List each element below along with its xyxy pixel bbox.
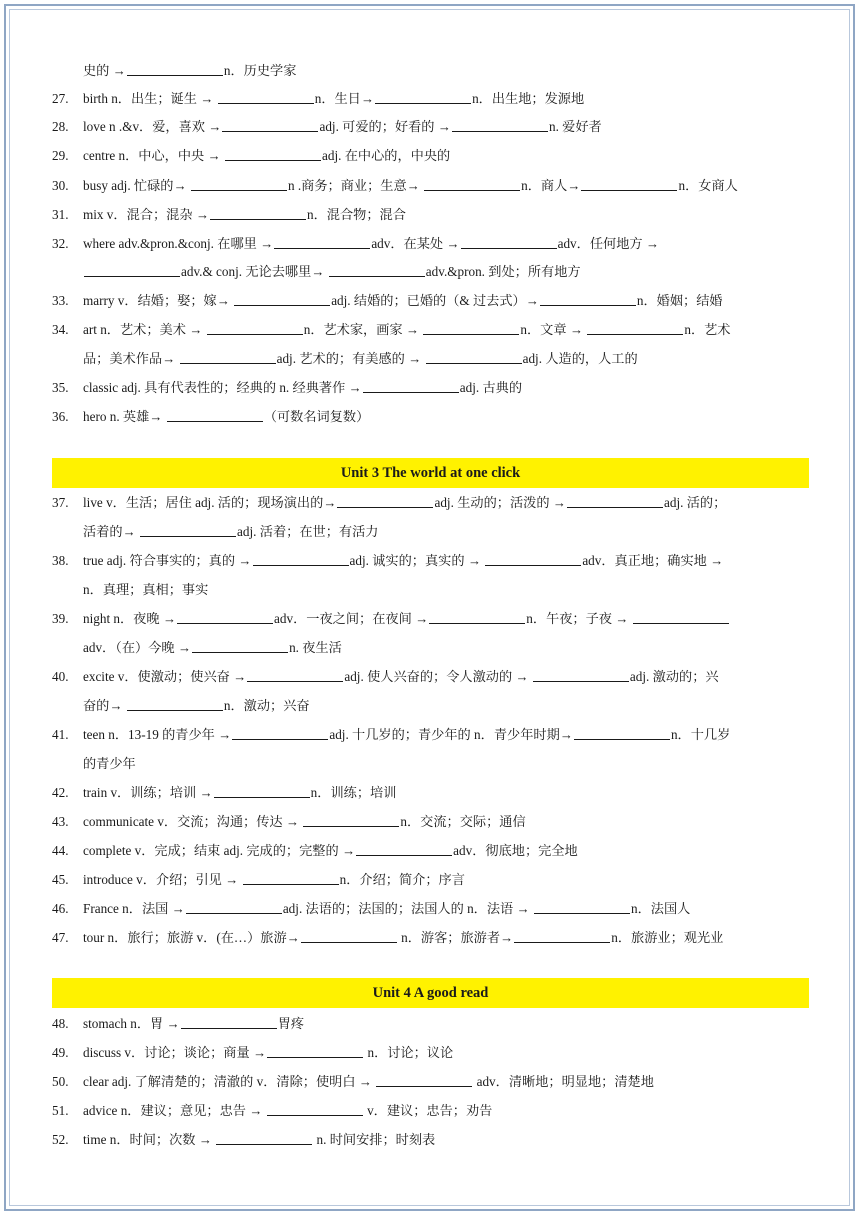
item-text: live v．生活；居住 adj. 活的；现场演出的→: [83, 495, 337, 510]
vocab-item: [52, 550, 723, 572]
answer-blank[interactable]: [243, 870, 339, 885]
item-text: （可数名词复数）: [263, 409, 370, 424]
item-text: n．交流；交际；通信: [400, 814, 526, 829]
item-text: n．激动；兴奋: [223, 698, 310, 713]
answer-blank[interactable]: [533, 667, 629, 682]
answer-blank[interactable]: [581, 176, 677, 191]
answer-blank[interactable]: [167, 407, 263, 422]
answer-blank[interactable]: [461, 234, 557, 249]
item-text: tour n．旅行；旅游 v．(在…）旅游→: [83, 930, 300, 945]
item-text: communicate v．交流；沟通；传达 →: [83, 814, 303, 829]
item-number: 42.: [52, 785, 69, 800]
answer-blank[interactable]: [574, 725, 670, 740]
item-text: n．讨论；议论: [364, 1045, 454, 1060]
item-text: n．游客；旅游者→: [397, 930, 514, 945]
vocab-item-continuation: [83, 637, 342, 659]
item-number: 50.: [52, 1074, 69, 1089]
item-number: 30.: [52, 178, 69, 193]
item-text: adv．任何地方 →: [557, 236, 660, 251]
answer-blank[interactable]: [225, 146, 321, 161]
vocab-item: [52, 1013, 304, 1035]
item-text: v．建议；忠告；劝告: [363, 1103, 493, 1118]
answer-blank[interactable]: [222, 117, 318, 132]
item-text: hero n. 英雄→: [83, 409, 166, 424]
item-text: advice n．建议；意见；忠告 →: [83, 1103, 266, 1118]
item-number: 52.: [52, 1132, 69, 1147]
item-text: classic adj. 具有代表性的；经典的 n. 经典著作 →: [83, 380, 362, 395]
answer-blank[interactable]: [363, 378, 459, 393]
vocab-item: [52, 666, 719, 688]
item-text: n. 夜生活: [289, 640, 342, 655]
vocab-item-continuation: [83, 261, 581, 283]
item-text: adv．真正地；确实地 →: [582, 553, 724, 568]
item-text: 奋的→: [83, 698, 126, 713]
unit-title: Unit 4 A good read: [372, 985, 489, 1001]
item-text: excite v．使激动；使兴奋 →: [83, 669, 247, 684]
item-text: discuss v．讨论；谈论；商量 →: [83, 1045, 267, 1060]
answer-blank[interactable]: [214, 783, 310, 798]
item-text: night n．夜晚 →: [83, 611, 177, 626]
answer-blank[interactable]: [218, 89, 314, 104]
item-text: n．生日→: [314, 91, 375, 106]
item-number: 36.: [52, 409, 69, 424]
answer-blank[interactable]: [191, 176, 287, 191]
item-text: stomach n．胃 →: [83, 1016, 180, 1031]
answer-blank[interactable]: [567, 493, 663, 508]
vocab-item-continuation: [83, 521, 378, 543]
vocab-item-continuation: [83, 753, 136, 775]
vocab-item: [52, 233, 659, 255]
answer-blank[interactable]: [534, 899, 630, 914]
item-text: marry v．结婚；娶；嫁→: [83, 293, 234, 308]
vocab-item-continuation: [83, 348, 638, 370]
item-text: n．艺术: [684, 322, 731, 337]
answer-blank[interactable]: [303, 812, 399, 827]
item-number: 27.: [52, 91, 69, 106]
vocab-item: [52, 1071, 654, 1093]
item-text: love n .&v．爱，喜欢 →: [83, 119, 222, 134]
answer-blank[interactable]: [267, 1043, 363, 1058]
item-text: adj. 诚实的；真实的 →: [349, 553, 485, 568]
vocab-item: [52, 869, 465, 891]
item-text: n. 时间安排；时刻表: [313, 1132, 436, 1147]
vocab-item: [52, 927, 723, 949]
vocab-item-continuation: [83, 60, 296, 82]
answer-blank[interactable]: [423, 320, 519, 335]
vocab-item: [52, 898, 690, 920]
vocab-item: [52, 406, 369, 428]
vocab-item: [52, 811, 526, 833]
item-text: n．混合物；混合: [307, 207, 406, 222]
item-number: 46.: [52, 901, 69, 916]
item-number: 47.: [52, 930, 69, 945]
item-number: 38.: [52, 553, 69, 568]
item-text: n. 爱好者: [548, 119, 602, 134]
item-text: adv.&pron. 到处；所有地方: [425, 264, 581, 279]
item-text: n．十几岁: [670, 727, 731, 742]
item-text: train v．训练；培训 →: [83, 785, 213, 800]
answer-blank[interactable]: [247, 667, 343, 682]
item-text: n．女商人: [678, 178, 738, 193]
answer-blank[interactable]: [329, 262, 425, 277]
vocab-item: [52, 492, 726, 514]
item-text: 史的 →: [83, 63, 126, 78]
answer-blank[interactable]: [207, 320, 303, 335]
vocab-item-continuation: [83, 579, 208, 601]
item-text: introduce v．介绍；引见 →: [83, 872, 242, 887]
item-text: n．法国人: [631, 901, 691, 916]
answer-blank[interactable]: [140, 522, 236, 537]
item-text: 品；美术作品→: [83, 351, 179, 366]
item-text: adj. 活的；: [664, 495, 727, 510]
item-number: 34.: [52, 322, 69, 337]
item-text: adj. 在中心的，中央的: [322, 148, 451, 163]
item-text: clear adj. 了解清楚的；清澈的 v．清除；使明白 →: [83, 1074, 376, 1089]
item-text: 活着的→: [83, 524, 140, 539]
answer-blank[interactable]: [429, 609, 525, 624]
answer-blank[interactable]: [180, 349, 276, 364]
item-text: n．旅游业；观光业: [611, 930, 724, 945]
item-number: 48.: [52, 1016, 69, 1031]
item-number: 44.: [52, 843, 69, 858]
vocab-item: [52, 1100, 492, 1122]
answer-blank[interactable]: [376, 1072, 472, 1087]
vocab-item: [52, 377, 522, 399]
vocab-item: [52, 724, 730, 746]
item-text: teen n．13-19 的青少年 →: [83, 727, 232, 742]
answer-blank[interactable]: [234, 291, 330, 306]
item-text: n．午夜；子夜 →: [526, 611, 632, 626]
answer-blank[interactable]: [84, 262, 180, 277]
item-text: n．出生地；发源地: [472, 91, 585, 106]
item-number: 35.: [52, 380, 69, 395]
answer-blank[interactable]: [232, 725, 328, 740]
item-text: adv．彻底地；完全地: [453, 843, 578, 858]
unit-banner-3: [52, 458, 809, 488]
item-number: 32.: [52, 236, 69, 251]
item-text: adj. 古典的: [459, 380, 523, 395]
vocab-item: [52, 608, 730, 630]
vocab-item: [52, 290, 723, 312]
item-number: 41.: [52, 727, 69, 742]
answer-blank[interactable]: [301, 928, 397, 943]
answer-blank[interactable]: [587, 320, 683, 335]
item-text: time n．时间；次数 →: [83, 1132, 216, 1147]
vocab-item: [52, 145, 450, 167]
vocab-item: [52, 1129, 435, 1151]
answer-blank[interactable]: [337, 493, 433, 508]
answer-blank[interactable]: [274, 234, 370, 249]
item-text: adj. 人造的，人工的: [522, 351, 638, 366]
answer-blank[interactable]: [426, 349, 522, 364]
item-number: 45.: [52, 872, 69, 887]
vocab-item: [52, 840, 578, 862]
item-number: 28.: [52, 119, 69, 134]
item-text: adj. 可爱的；好看的 →: [319, 119, 451, 134]
item-text: centre n．中心，中央 →: [83, 148, 225, 163]
vocab-item: [52, 175, 738, 197]
item-text: art n．艺术；美术 →: [83, 322, 206, 337]
item-text: 胃疼: [277, 1016, 305, 1031]
item-text: adj. 十几岁的；青少年的 n．青少年时期→: [329, 727, 573, 742]
item-number: 51.: [52, 1103, 69, 1118]
item-text: where adv.&pron.&conj. 在哪里 →: [83, 236, 274, 251]
item-text: adj. 激动的；兴: [629, 669, 719, 684]
item-text: n．真理；真相；事实: [83, 582, 209, 597]
answer-blank[interactable]: [514, 928, 610, 943]
item-text: adj. 结婚的；已婚的（& 过去式）→: [331, 293, 539, 308]
item-text: n．婚姻；结婚: [636, 293, 723, 308]
item-text: n．艺术家，画家 →: [303, 322, 423, 337]
item-text: adv．（在）今晚 →: [83, 640, 192, 655]
item-text: adv．清晰地；明显地；清楚地: [473, 1074, 654, 1089]
item-text: busy adj. 忙碌的→: [83, 178, 190, 193]
answer-blank[interactable]: [192, 638, 288, 653]
item-text: adj. 活着；在世；有活力: [237, 524, 379, 539]
item-text: 的青少年: [83, 756, 136, 771]
vocab-item: [52, 116, 602, 138]
answer-blank[interactable]: [452, 117, 548, 132]
item-number: 43.: [52, 814, 69, 829]
item-text: adv．一夜之间；在夜间 →: [274, 611, 429, 626]
answer-blank[interactable]: [253, 551, 349, 566]
item-text: n .商务；商业；生意→: [287, 178, 424, 193]
item-text: n．训练；培训: [310, 785, 397, 800]
unit-title: Unit 3 The world at one click: [340, 465, 521, 481]
answer-blank[interactable]: [127, 61, 223, 76]
item-number: 49.: [52, 1045, 69, 1060]
answer-blank[interactable]: [356, 841, 452, 856]
item-text: true adj. 符合事实的；真的 →: [83, 553, 252, 568]
item-number: 33.: [52, 293, 69, 308]
answer-blank[interactable]: [485, 551, 581, 566]
answer-blank[interactable]: [181, 1014, 277, 1029]
item-text: adv．在某处 →: [371, 236, 460, 251]
vocab-item: [52, 204, 406, 226]
answer-blank[interactable]: [633, 609, 729, 624]
answer-blank[interactable]: [127, 696, 223, 711]
item-text: France n．法国 →: [83, 901, 185, 916]
item-text: adj. 法语的；法国的；法国人的 n．法语 →: [282, 901, 534, 916]
unit-banner-4: [52, 978, 809, 1008]
item-text: n．文章 →: [520, 322, 587, 337]
item-text: n．历史学家: [223, 63, 297, 78]
answer-blank[interactable]: [216, 1130, 312, 1145]
item-text: birth n．出生；诞生 →: [83, 91, 217, 106]
item-text: adv.& conj. 无论去哪里→: [181, 264, 328, 279]
answer-blank[interactable]: [267, 1101, 363, 1116]
item-text: adj. 使人兴奋的；令人激动的 →: [344, 669, 532, 684]
answer-blank[interactable]: [424, 176, 520, 191]
item-number: 37.: [52, 495, 69, 510]
item-text: complete v．完成；结束 adj. 完成的；完整的 →: [83, 843, 356, 858]
item-number: 39.: [52, 611, 69, 626]
answer-blank[interactable]: [186, 899, 282, 914]
item-text: adj. 艺术的；有美感的 →: [276, 351, 425, 366]
item-number: 29.: [52, 148, 69, 163]
item-text: n．商人→: [521, 178, 581, 193]
vocab-item: [52, 319, 731, 341]
vocab-item: [52, 1042, 453, 1064]
item-number: 40.: [52, 669, 69, 684]
item-text: adj. 生动的；活泼的 →: [434, 495, 566, 510]
item-text: n．介绍；简介；序言: [339, 872, 465, 887]
vocab-item: [52, 782, 396, 804]
item-text: mix v．混合；混杂 →: [83, 207, 210, 222]
item-number: 31.: [52, 207, 69, 222]
answer-blank[interactable]: [540, 291, 636, 306]
answer-blank[interactable]: [177, 609, 273, 624]
answer-blank[interactable]: [210, 205, 306, 220]
vocab-item: [52, 88, 584, 110]
vocab-item-continuation: [83, 695, 310, 717]
answer-blank[interactable]: [375, 89, 471, 104]
